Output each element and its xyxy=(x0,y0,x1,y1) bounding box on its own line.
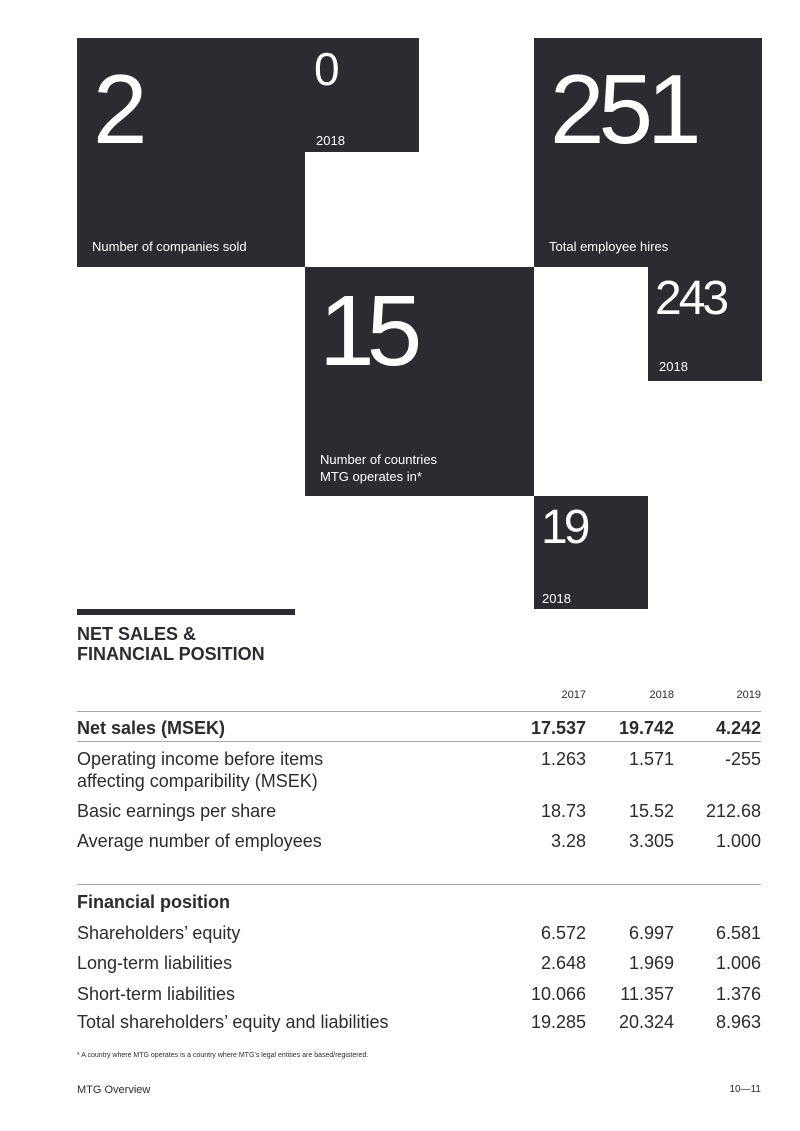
footnote: * A country where MTG operates is a country where MTG’s legal entities are based/registered. xyxy=(77,1052,369,1059)
value-2019: 1.376 xyxy=(715,984,761,1004)
value-2017: 10.066 xyxy=(530,984,586,1004)
year-header-2017: 2017 xyxy=(561,689,586,701)
row-label: Average number of employees xyxy=(77,831,322,851)
value-2018: 11.357 xyxy=(620,984,674,1004)
value-2018: 6.997 xyxy=(628,923,674,943)
section-title-line2: FINANCIAL POSITION xyxy=(77,644,265,664)
value-2018: 1.969 xyxy=(628,953,674,973)
value-2018: 15.52 xyxy=(628,801,674,821)
value-2018: 19.742 xyxy=(618,718,674,738)
value-2018: 3.305 xyxy=(628,831,674,851)
value-2019: 4.242 xyxy=(715,718,761,738)
net-sales-rule xyxy=(77,741,761,742)
value-2018: 1.571 xyxy=(628,749,674,769)
row-label: Net sales (MSEK) xyxy=(77,718,226,738)
stat-value: 251 xyxy=(550,54,696,164)
stat-box-companies-sold-prior xyxy=(305,38,419,152)
row-label: Operating income before items affecting comparibility (MSEK) xyxy=(77,749,324,791)
stat-value: 0 xyxy=(314,43,339,95)
stat-label: Total employee hires xyxy=(549,239,669,254)
section-title xyxy=(77,624,265,664)
row-label: Shareholders’ equity xyxy=(77,923,241,943)
stat-box-companies-sold xyxy=(77,38,305,267)
row-label: Basic earnings per share xyxy=(77,801,277,821)
value-2017: 17.537 xyxy=(530,718,586,738)
value-2019: 6.581 xyxy=(715,923,761,943)
stat-value: 2 xyxy=(93,54,145,164)
row-label: Short-term liabilities xyxy=(77,984,236,1004)
value-2017: 18.73 xyxy=(540,801,586,821)
value-2018: 20.324 xyxy=(618,1012,674,1032)
stat-box-employee-hires-prior xyxy=(648,267,762,381)
row-label: Total shareholders’ equity and liabilities xyxy=(77,1012,389,1032)
value-2019: 212.68 xyxy=(705,801,761,821)
stat-year: 2018 xyxy=(316,133,345,148)
stat-box-countries xyxy=(305,267,534,496)
stat-value: 19 xyxy=(541,501,587,554)
value-2019: -255 xyxy=(724,749,761,769)
stat-value: 243 xyxy=(655,272,727,325)
stat-value: 15 xyxy=(319,275,415,387)
section-title-bar xyxy=(77,609,295,615)
header-rule xyxy=(77,711,761,712)
value-2017: 6.572 xyxy=(540,923,586,943)
value-2019: 1.000 xyxy=(715,831,761,851)
value-2019: 1.006 xyxy=(715,953,761,973)
row-label: Financial position xyxy=(77,892,231,912)
stat-label: Number of countries MTG operates in* xyxy=(320,452,438,484)
stat-label: Number of companies sold xyxy=(92,239,247,254)
section-title-line1: NET SALES & xyxy=(77,624,197,644)
page-number: 10—11 xyxy=(729,1084,761,1095)
year-header-2018: 2018 xyxy=(649,689,674,701)
value-2019: 8.963 xyxy=(715,1012,761,1032)
value-2017: 1.263 xyxy=(540,749,586,769)
value-2017: 3.28 xyxy=(550,831,586,851)
value-2017: 2.648 xyxy=(540,953,586,973)
stat-box-countries-prior xyxy=(534,496,648,609)
year-header-2019: 2019 xyxy=(736,689,761,701)
value-2017: 19.285 xyxy=(530,1012,586,1032)
financial-rule xyxy=(77,884,761,885)
row-label: Long-term liabilities xyxy=(77,953,233,973)
stat-year: 2018 xyxy=(542,591,571,606)
stat-year: 2018 xyxy=(659,359,688,374)
stat-box-employee-hires xyxy=(534,38,762,267)
footer-title: MTG Overview xyxy=(77,1084,151,1096)
